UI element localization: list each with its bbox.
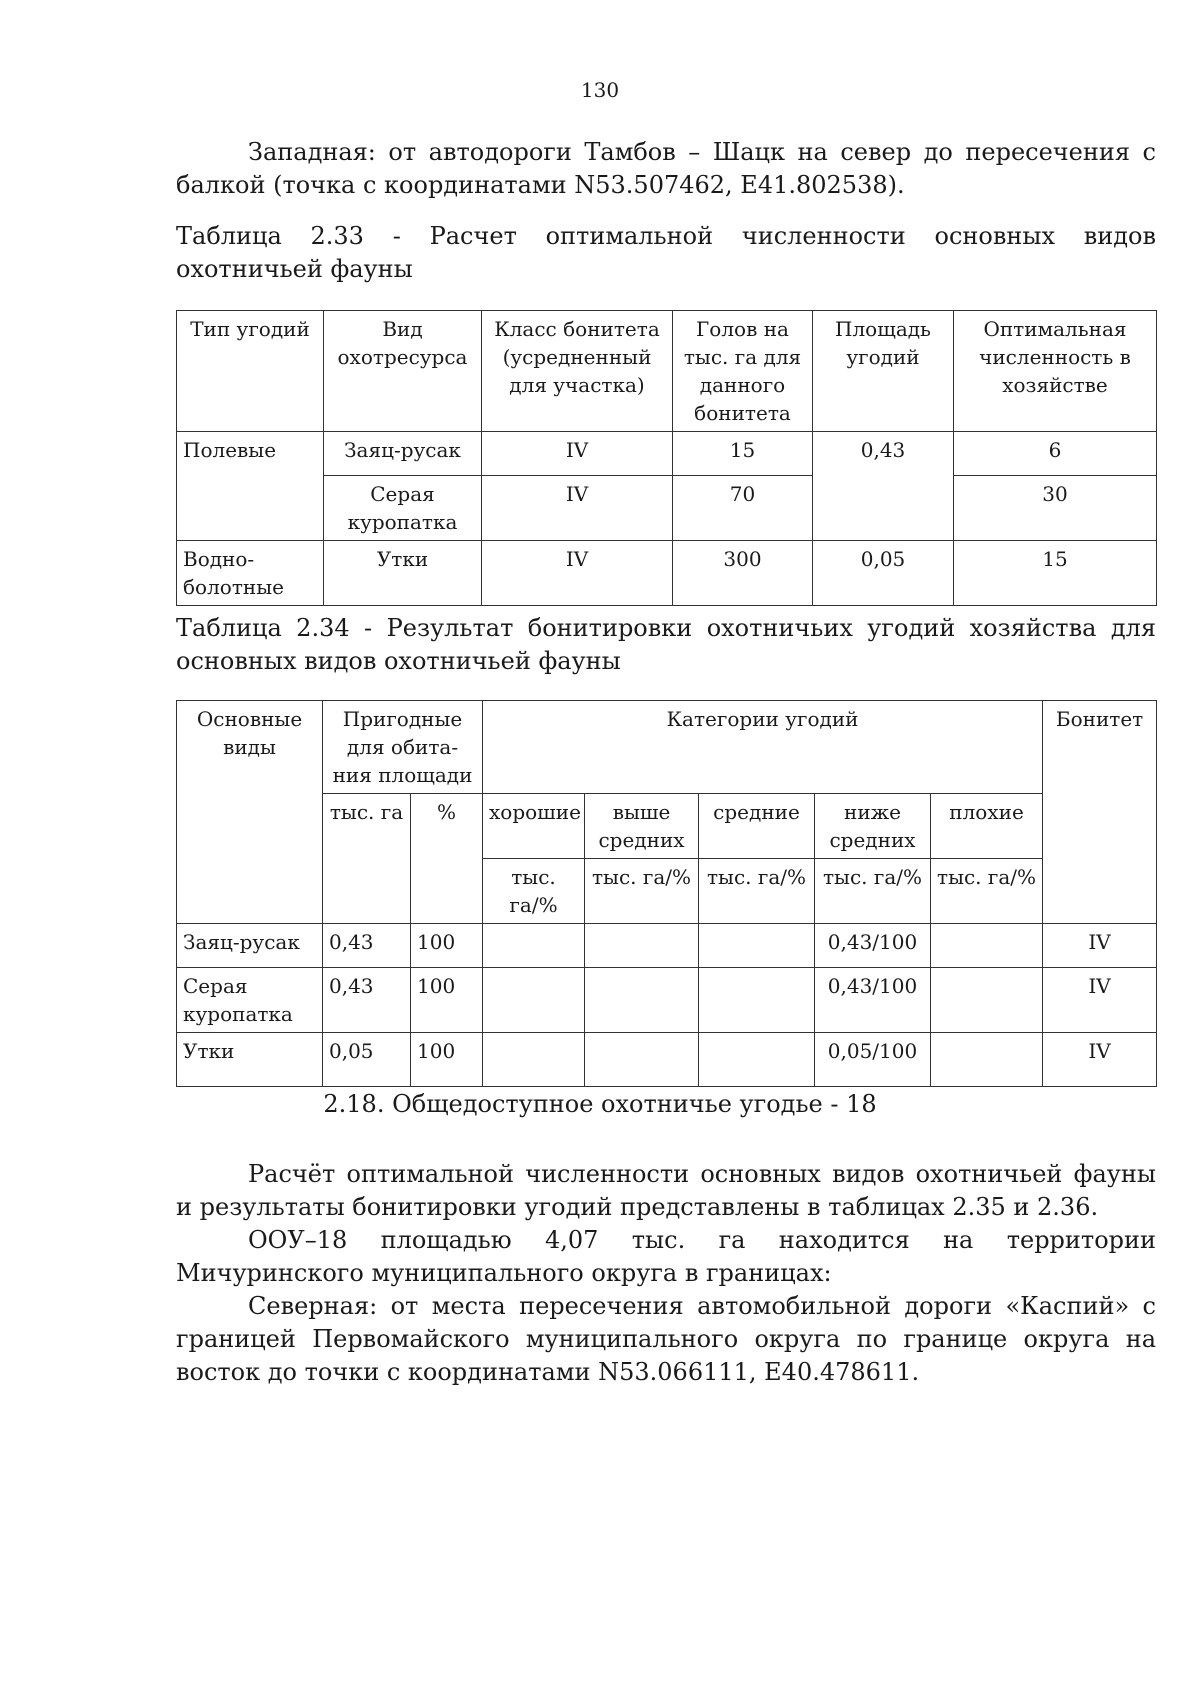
table-cell: 100: [411, 924, 483, 968]
table-cell: [931, 924, 1043, 968]
table-cell: IV: [482, 541, 673, 606]
header-cell: Основные виды: [177, 701, 323, 924]
header-cell: Пригодные для обита-ния площади: [323, 701, 483, 794]
table-cell: Водно-болотные: [177, 541, 324, 606]
table-row: [177, 432, 1157, 476]
table-cell: Заяц-русак: [177, 924, 323, 968]
table-row: [177, 1033, 1157, 1087]
header-cell: Голов на тыс. га для данного бонитета: [673, 311, 813, 432]
table-cell: IV: [482, 476, 673, 541]
table-cell: [699, 968, 815, 1033]
table-cell: [931, 968, 1043, 1033]
table-cell: Заяц-русак: [324, 432, 482, 476]
table-cell: 0,43: [813, 432, 954, 541]
header-cell: тыс. га/%: [931, 859, 1043, 924]
table-row: [177, 541, 1157, 606]
table-cell: 100: [411, 1033, 483, 1087]
section-paragraph: Северная: от места пересечения автомобильной дороги «Каспий» с границей Первомайского муниципального округа по границе округа на восток до точки с координатами N53.066111, E40.478611.: [176, 1292, 1156, 1386]
table-233: [176, 310, 1157, 606]
table-cell: [585, 924, 699, 968]
table-cell: 300: [673, 541, 813, 606]
table-cell: 30: [954, 476, 1157, 541]
header-cell: тыс. га/%: [815, 859, 931, 924]
table-cell: [931, 1033, 1043, 1087]
table-cell: 6: [954, 432, 1157, 476]
header-cell: средние: [699, 794, 815, 859]
table-cell: 15: [954, 541, 1157, 606]
table-cell: IV: [1043, 924, 1157, 968]
table-234: [176, 700, 1157, 1087]
header-cell: %: [411, 794, 483, 924]
table-cell: IV: [1043, 1033, 1157, 1087]
intro-paragraph: Западная: от автодороги Тамбов – Шацк на север до пересечения с балкой (точка с координатами N53.507462, E41.802538).: [176, 138, 1156, 199]
table-cell: Утки: [177, 1033, 323, 1087]
header-cell: Категории угодий: [483, 701, 1043, 794]
table-cell: 0,05: [813, 541, 954, 606]
header-cell: плохие: [931, 794, 1043, 859]
table-cell: 0,43: [323, 924, 411, 968]
table-234-header-row: [177, 701, 1157, 794]
section-paragraph: ООУ–18 площадью 4,07 тыс. га находится на территории Мичуринского муниципального округа в границах:: [176, 1226, 1156, 1287]
table-cell: [585, 1033, 699, 1087]
header-cell: тыс. га: [323, 794, 411, 924]
header-cell: Тип угодий: [177, 311, 324, 432]
table-cell: IV: [482, 432, 673, 476]
table-cell: 0,05: [323, 1033, 411, 1087]
table-cell: 0,43/100: [815, 968, 931, 1033]
header-cell: Площадь угодий: [813, 311, 954, 432]
table-cell: IV: [1043, 968, 1157, 1033]
table-cell: 0,43: [323, 968, 411, 1033]
table-cell: Полевые: [177, 432, 324, 541]
header-cell: тыс. га/%: [699, 859, 815, 924]
header-cell: выше средних: [585, 794, 699, 859]
table-row: [177, 968, 1157, 1033]
table-cell: 15: [673, 432, 813, 476]
table-cell: [585, 968, 699, 1033]
header-cell: ниже средних: [815, 794, 931, 859]
table-233-header-row: [177, 311, 1157, 432]
table-cell: [483, 924, 585, 968]
table-cell: Утки: [324, 541, 482, 606]
table-cell: Серая куропатка: [324, 476, 482, 541]
table-row: [177, 476, 1157, 541]
table-cell: Серая куропатка: [177, 968, 323, 1033]
table-cell: [699, 924, 815, 968]
header-cell: тыс. га/%: [585, 859, 699, 924]
table-cell: 100: [411, 968, 483, 1033]
table-cell: [483, 1033, 585, 1087]
table-cell: 0,05/100: [815, 1033, 931, 1087]
header-cell: Класс бонитета (усредненный для участка): [482, 311, 673, 432]
header-cell: тыс. га/%: [483, 859, 585, 924]
table-cell: [699, 1033, 815, 1087]
table-233-caption: Таблица 2.33 - Расчет оптимальной численности основных видов охотничьей фауны: [176, 222, 1156, 283]
table-234-caption: Таблица 2.34 - Результат бонитировки охотничьих угодий хозяйства для основных видов охотничьей фауны: [176, 614, 1156, 675]
table-cell: 70: [673, 476, 813, 541]
table-cell: [483, 968, 585, 1033]
table-row: [177, 924, 1157, 968]
header-cell: Оптимальная численность в хозяйстве: [954, 311, 1157, 432]
table-cell: 0,43/100: [815, 924, 931, 968]
page-number: 130: [580, 78, 620, 102]
header-cell: Бонитет: [1043, 701, 1157, 924]
section-heading: 2.18. Общедоступное охотничье угодье - 18: [323, 1090, 877, 1118]
section-paragraph: Расчёт оптимальной численности основных видов охотничьей фауны и результаты бонитировки угодий представлены в таблицах 2.35 и 2.36.: [176, 1160, 1156, 1221]
table-234-header-row: [177, 794, 1157, 859]
header-cell: хорошие: [483, 794, 585, 859]
header-cell: Вид охотресурса: [324, 311, 482, 432]
